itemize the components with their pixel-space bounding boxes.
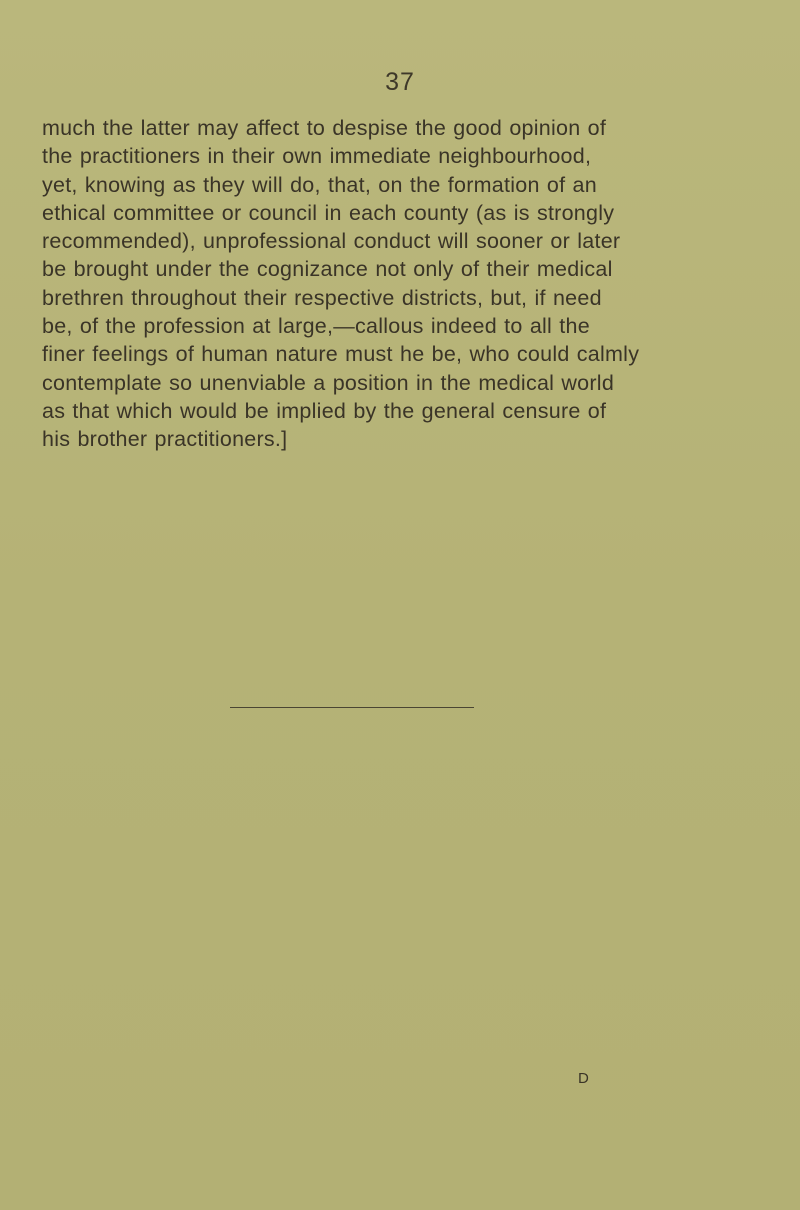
body-paragraph xyxy=(42,114,662,454)
text-line: be, of the profession at large,—callous indeed to all the xyxy=(42,314,590,339)
text-line: the practitioners in their own immediate neighbourhood, xyxy=(42,144,592,169)
text-line: be brought under the cognizance not only of their medical xyxy=(42,257,613,282)
text-line: as that which would be implied by the general censure of xyxy=(42,398,607,423)
text-line: ethical committee or council in each county (as is strongly xyxy=(42,200,615,225)
text-line: his brother practitioners.] xyxy=(42,427,288,452)
section-divider-rule xyxy=(230,707,474,708)
text-line: much the latter may affect to despise the good opinion of xyxy=(42,116,607,140)
printer-signature-mark: D xyxy=(578,1070,589,1087)
page-number: 37 xyxy=(385,68,415,96)
text-line: brethren throughout their respective districts, but, if need xyxy=(42,285,602,310)
text-line: yet, knowing as they will do, that, on the formation of an xyxy=(42,172,597,197)
text-line: recommended), unprofessional conduct will sooner or later xyxy=(42,229,621,254)
text-line: contemplate so unenviable a position in the medical world xyxy=(42,370,615,395)
text-line: finer feelings of human nature must he be, who could calmly xyxy=(42,342,640,367)
